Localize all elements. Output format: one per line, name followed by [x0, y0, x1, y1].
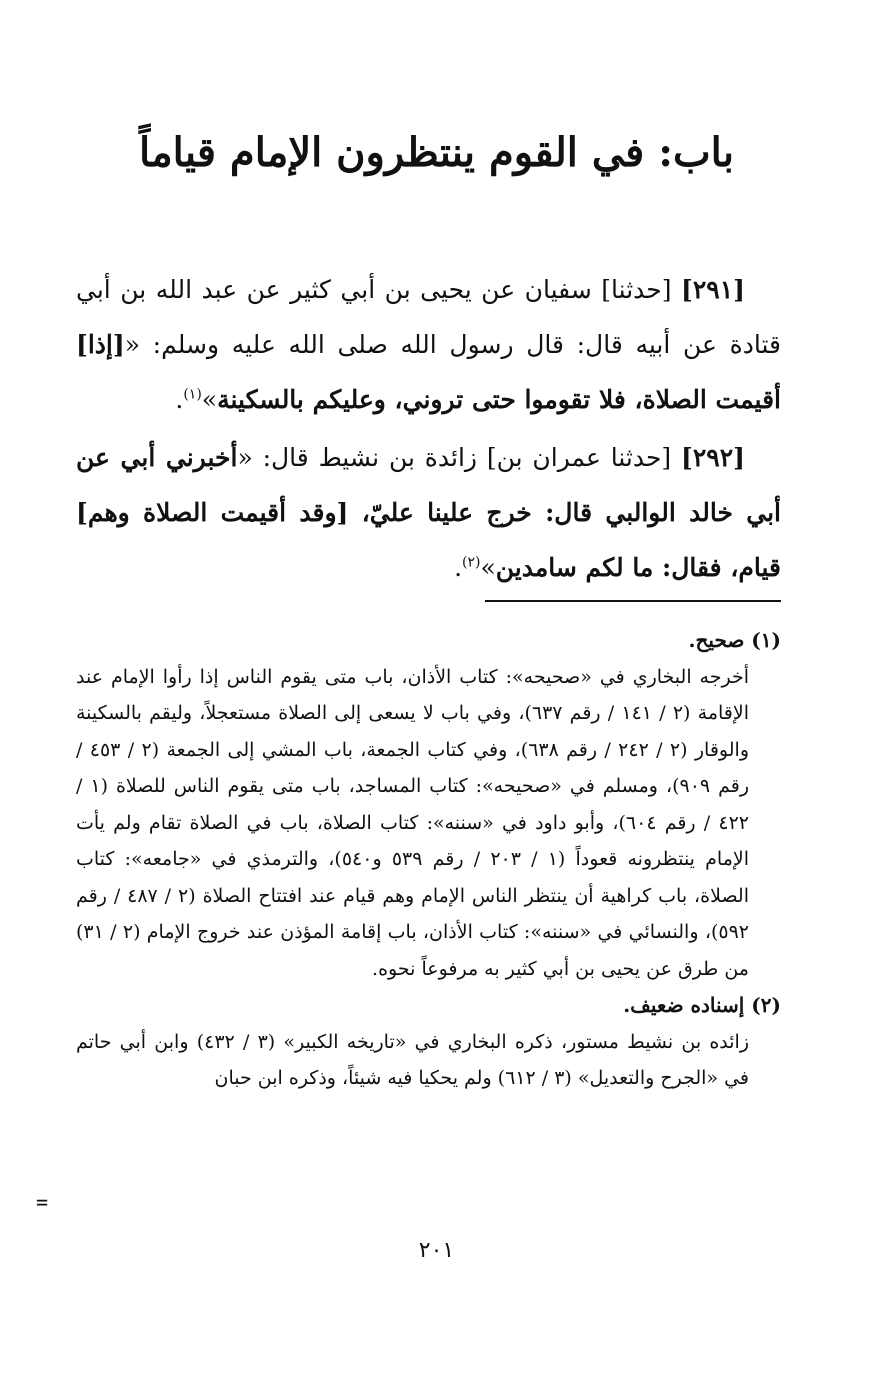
- hadith-291: [76, 262, 781, 427]
- page-number: ٢٠١: [418, 1238, 455, 1263]
- footnote-divider: [485, 600, 781, 602]
- closing-quote: »: [480, 553, 496, 582]
- footnote-1-text: أخرجه البخاري في «صحيحه»: كتاب الأذان، باب متى يقوم الناس إذا رأوا الإمام عند الإقامة (٢ / ١٤١ / رقم ٦٣٧)، وفي باب لا يسعى إلى الصلاة مستعجلاً، وليقم بالسكينة والوقار (٢ / ٢٤٢ / رقم ٦٣٨)، وفي كتاب الجمعة، باب المشي إلى الجمعة (٢ / ٤٥٣ / رقم ٩٠٩)، ومسلم في «صحيحه»: كتاب المساجد، باب متى يقوم الناس للصلاة (١ / ٤٢٢ / رقم ٦٠٤)، وأبو داود في «سننه»: كتاب الصلاة، باب في الصلاة تقام ولم يأت الإمام ينتظرونه قعوداً (١ / ٢٠٣ / رقم ٥٣٩ و٥٤٠)، والترمذي في «جامعه»: كتاب الصلاة، باب كراهية أن ينتظر الناس الإمام وهم قيام عند افتتاح الصلاة (٢ / ٤٨٧ / رقم ٥٩٢)، والنسائي في «سننه»: كتاب الأذان، باب إقامة المؤذن عند خروج الإمام (٢ / ٣١) من طرق عن يحيى بن أبي كثير به مرفوعاً نحوه.: [76, 665, 749, 980]
- closing-quote: »: [201, 385, 218, 414]
- hadith-chain: [حدثنا عمران بن] زائدة بن نشيط قال: «: [237, 443, 682, 472]
- hadith-number: [٢٩٢]: [681, 443, 746, 472]
- footnote-2-label: (٢) إسناده ضعيف.: [623, 993, 781, 1017]
- end-period: .: [175, 385, 184, 414]
- hadith-text: أخبرني أبي عن أبي خالد الوالبي قال: خرج علينا عليّ، [وقد أقيمت الصلاة وهم] قيام، فقال: ما لكم سامدين: [76, 443, 781, 582]
- end-period: .: [454, 553, 463, 582]
- chapter-title: باب: في القوم ينتظرون الإمام قياماً: [139, 128, 734, 176]
- footnotes: [76, 622, 781, 1097]
- hadith-292: [76, 430, 781, 595]
- hadith-chain: [حدثنا] سفيان عن يحيى بن أبي كثير عن عبد الله بن أبي قتادة عن أبيه قال: قال رسول الله صلى الله عليه وسلم: «: [76, 275, 781, 359]
- continuation-mark: =: [36, 1190, 49, 1214]
- hadith-text: [إذا] أقيمت الصلاة، فلا تقوموا حتى تروني، وعليكم بالسكينة: [76, 330, 781, 414]
- footnote-ref: (٢): [462, 554, 481, 571]
- footnote-ref: (١): [183, 386, 202, 403]
- hadith-number: [٢٩١]: [681, 275, 745, 304]
- footnote-1-label: (١) صحيح.: [688, 628, 781, 652]
- footnote-2-text: زائده بن نشيط مستور، ذكره البخاري في «تاريخه الكبير» (٣ / ٤٣٢) وابن أبي حاتم في «الجرح والتعديل» (٣ / ٦١٢) ولم يحكيا فيه شيئاً، وذكره ابن حبان: [76, 1030, 750, 1089]
